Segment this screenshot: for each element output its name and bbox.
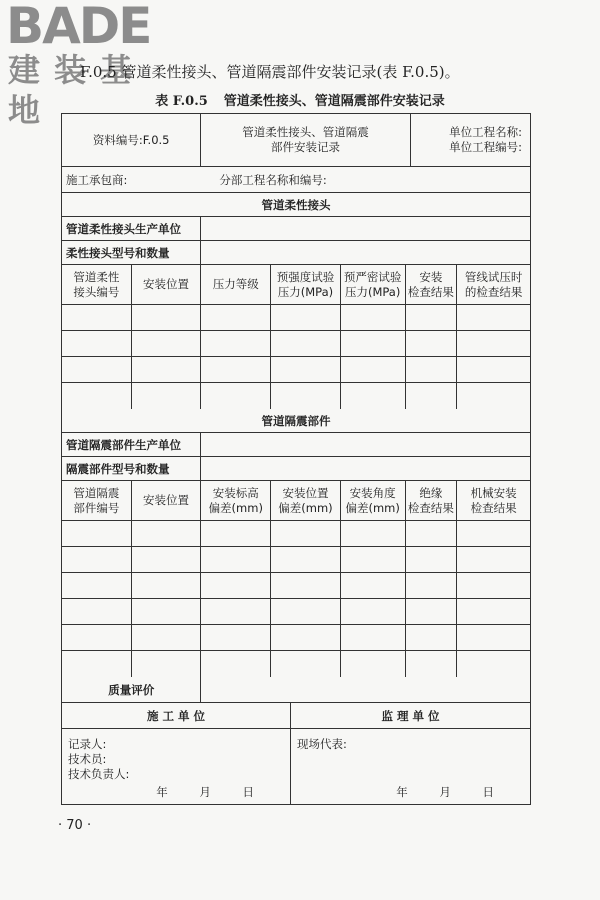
iso-table-cell[interactable] (62, 599, 132, 624)
flex-table-cell[interactable] (271, 331, 341, 356)
flex-column-header (62, 265, 530, 305)
flex-table-cell[interactable] (271, 357, 341, 382)
iso-table-cell[interactable] (201, 521, 271, 546)
iso-col-header-line: 检查结果 (470, 500, 517, 515)
form-title (201, 114, 410, 166)
iso-col-header-line: 偏差(mm) (208, 500, 263, 515)
flex-col-header (132, 265, 202, 304)
tech-lead-label: 技术负责人: (68, 767, 130, 781)
iso-table-row (62, 625, 530, 651)
iso-table-cell[interactable] (341, 573, 406, 598)
table-title: 管道柔性接头、管道隔震部件安装记录 (223, 94, 445, 109)
flex-section-title: 管道柔性接头 (261, 197, 331, 212)
iso-table-cell[interactable] (457, 547, 530, 572)
recorder-label: 记录人: (68, 737, 107, 751)
iso-table-cell[interactable] (457, 651, 530, 677)
watermark-cjk: 建装基地 (8, 51, 147, 129)
quality-label: 质量评价 (62, 677, 201, 702)
unit-number-label: 单位工程编号: (449, 140, 523, 154)
flex-table-cell[interactable] (271, 305, 341, 330)
flex-table-cell[interactable] (406, 305, 458, 330)
flex-section-row (62, 193, 530, 217)
iso-model-value[interactable] (201, 457, 530, 480)
flex-col-header-line: 管线试压时 (464, 269, 523, 284)
iso-table-cell[interactable] (132, 547, 202, 572)
iso-col-header-line: 偏差(mm) (345, 500, 400, 515)
flex-table-cell[interactable] (62, 383, 132, 409)
iso-table-cell[interactable] (341, 599, 406, 624)
signature-header-row (62, 703, 530, 729)
date-right: 年 月 日 (396, 785, 508, 799)
technician-label: 技术员: (68, 752, 107, 766)
iso-column-header (62, 481, 530, 521)
page-number: · 70 · (58, 818, 92, 833)
iso-section-row (62, 409, 530, 433)
flex-col-header (457, 265, 530, 304)
flex-table-row (62, 357, 530, 383)
iso-table-cell[interactable] (341, 625, 406, 650)
construction-signatures (62, 729, 291, 804)
iso-col-header-line: 部件编号 (73, 500, 120, 515)
iso-table-row (62, 521, 530, 547)
iso-table-cell[interactable] (271, 625, 341, 650)
iso-table-cell[interactable] (271, 521, 341, 546)
watermark-latin: BADE (6, 0, 151, 55)
flex-table-cell[interactable] (406, 383, 458, 409)
iso-manufacturer-label: 管道隔震部件生产单位 (62, 433, 201, 456)
iso-body (62, 521, 530, 677)
iso-col-header (201, 481, 271, 520)
flex-table-cell[interactable] (62, 357, 132, 382)
flex-col-header-line: 安装 (419, 269, 443, 284)
iso-table-cell[interactable] (457, 521, 530, 546)
iso-table-cell[interactable] (62, 625, 132, 650)
iso-table-row (62, 573, 530, 599)
iso-col-header-line: 安装位置 (282, 485, 329, 500)
flex-table-cell[interactable] (132, 331, 202, 356)
iso-manufacturer-value[interactable] (201, 433, 530, 456)
site-rep-label: 现场代表: (297, 737, 347, 751)
record-table (61, 113, 531, 805)
flex-table-cell[interactable] (201, 331, 271, 356)
flex-col-header-line: 压力(MPa) (277, 284, 334, 299)
flex-table-row (62, 331, 530, 357)
flex-table-cell[interactable] (406, 331, 458, 356)
flex-table-cell[interactable] (341, 331, 406, 356)
iso-model-row (62, 457, 530, 481)
flex-table-cell[interactable] (341, 357, 406, 382)
iso-table-cell[interactable] (201, 625, 271, 650)
header-row (62, 114, 530, 167)
iso-table-cell[interactable] (132, 521, 202, 546)
flex-col-header-line: 检查结果 (407, 284, 454, 299)
iso-table-cell[interactable] (62, 521, 132, 546)
iso-manufacturer-row (62, 433, 530, 457)
iso-col-header-line: 管道隔震 (73, 485, 120, 500)
iso-table-cell[interactable] (341, 521, 406, 546)
iso-table-cell[interactable] (341, 651, 406, 677)
iso-table-row (62, 547, 530, 573)
iso-col-header (271, 481, 341, 520)
iso-table-cell[interactable] (271, 573, 341, 598)
iso-table-cell[interactable] (406, 521, 458, 546)
iso-col-header-line: 机械安装 (470, 485, 517, 500)
contractor-row (62, 167, 530, 193)
iso-table-cell[interactable] (201, 651, 271, 677)
flex-table-cell[interactable] (132, 357, 202, 382)
iso-col-header (457, 481, 530, 520)
doc-number: 资料编号:F.0.5 (62, 114, 201, 166)
iso-table-cell[interactable] (457, 573, 530, 598)
flex-table-cell[interactable] (341, 305, 406, 330)
subproject-label: 分部工程名称和编号: (219, 172, 327, 187)
flex-col-header (201, 265, 271, 304)
iso-col-header (406, 481, 458, 520)
flex-table-cell[interactable] (62, 331, 132, 356)
flex-col-header-line: 安装位置 (143, 277, 190, 291)
flex-table-cell[interactable] (457, 383, 530, 409)
iso-col-header-line: 偏差(mm) (278, 500, 333, 515)
flex-col-header (341, 265, 406, 304)
table-number: 表 F.0.5 (155, 94, 208, 109)
iso-table-cell[interactable] (62, 651, 132, 677)
unit-info (411, 114, 531, 166)
iso-table-cell[interactable] (271, 547, 341, 572)
flex-table-cell[interactable] (406, 357, 458, 382)
flex-table-cell[interactable] (201, 383, 271, 409)
contractor-label: 施工承包商: (66, 172, 128, 187)
flex-model-row (62, 241, 530, 265)
iso-table-cell[interactable] (132, 599, 202, 624)
iso-table-cell[interactable] (201, 547, 271, 572)
flex-table-cell[interactable] (201, 305, 271, 330)
iso-col-header (341, 481, 406, 520)
iso-table-cell[interactable] (406, 547, 458, 572)
flex-table-row (62, 305, 530, 331)
iso-table-cell[interactable] (406, 625, 458, 650)
flex-table-cell[interactable] (62, 305, 132, 330)
iso-col-header-line: 检查结果 (407, 500, 454, 515)
construction-unit: 施 工 单 位 (62, 703, 291, 728)
iso-table-cell[interactable] (406, 599, 458, 624)
flex-manufacturer-row (62, 217, 530, 241)
iso-table-cell[interactable] (271, 651, 341, 677)
flex-col-header-line: 管道柔性 (73, 269, 120, 284)
flex-col-header-line: 压力(MPa) (344, 284, 401, 299)
iso-section-title: 管道隔震部件 (261, 413, 331, 428)
iso-table-cell[interactable] (132, 651, 202, 677)
flex-table-cell[interactable] (457, 331, 530, 356)
unit-name-label: 单位工程名称: (449, 125, 523, 139)
signature-row (62, 729, 530, 804)
flex-manufacturer-label: 管道柔性接头生产单位 (62, 217, 201, 240)
flex-col-header-line: 预严密试验 (343, 269, 402, 284)
flex-col-header-line: 预强度试验 (276, 269, 335, 284)
iso-table-cell[interactable] (406, 651, 458, 677)
flex-col-header-line: 压力等级 (212, 277, 259, 291)
flex-col-header (406, 265, 458, 304)
flex-table-cell[interactable] (341, 383, 406, 409)
intro-text: F.0.5 管道柔性接头、管道隔震部件安装记录(表 F.0.5)。 (80, 63, 460, 81)
iso-col-header-line: 安装标高 (212, 485, 259, 500)
iso-table-cell[interactable] (201, 573, 271, 598)
iso-table-cell[interactable] (406, 573, 458, 598)
iso-col-header-line: 绝缘 (419, 485, 443, 500)
iso-table-cell[interactable] (271, 599, 341, 624)
flex-col-header (271, 265, 341, 304)
supervision-unit: 监 理 单 位 (381, 708, 440, 723)
flex-table-row (62, 383, 530, 409)
flex-model-label: 柔性接头型号和数量 (62, 241, 201, 264)
quality-row (62, 677, 530, 703)
flex-col-header-line: 接头编号 (73, 284, 120, 299)
iso-table-cell[interactable] (62, 573, 132, 598)
flex-col-header-line: 的检查结果 (464, 284, 523, 299)
flex-body (62, 305, 530, 409)
flex-table-cell[interactable] (132, 305, 202, 330)
iso-table-cell[interactable] (132, 625, 202, 650)
iso-table-row (62, 651, 530, 677)
iso-col-header-line: 安装角度 (349, 485, 396, 500)
table-caption (0, 90, 600, 109)
iso-col-header (132, 481, 202, 520)
form-title-line2: 部件安装记录 (270, 140, 340, 154)
flex-table-cell[interactable] (132, 383, 202, 409)
iso-table-row (62, 599, 530, 625)
flex-manufacturer-value[interactable] (201, 217, 530, 240)
flex-table-cell[interactable] (271, 383, 341, 409)
flex-col-header (62, 265, 132, 304)
iso-col-header (62, 481, 132, 520)
iso-table-cell[interactable] (132, 573, 202, 598)
iso-table-cell[interactable] (457, 625, 530, 650)
iso-col-header-line: 安装位置 (143, 493, 190, 507)
iso-table-cell[interactable] (341, 547, 406, 572)
flex-table-cell[interactable] (457, 305, 530, 330)
iso-table-cell[interactable] (62, 547, 132, 572)
flex-table-cell[interactable] (201, 357, 271, 382)
quality-value[interactable] (201, 677, 530, 702)
date-left: 年 月 日 (156, 785, 269, 799)
flex-table-cell[interactable] (457, 357, 530, 382)
supervision-signatures (291, 729, 530, 804)
form-title-line1: 管道柔性接头、管道隔震 (242, 125, 369, 139)
iso-table-cell[interactable] (457, 599, 530, 624)
iso-model-label: 隔震部件型号和数量 (62, 457, 201, 480)
flex-model-value[interactable] (201, 241, 530, 264)
iso-table-cell[interactable] (201, 599, 271, 624)
